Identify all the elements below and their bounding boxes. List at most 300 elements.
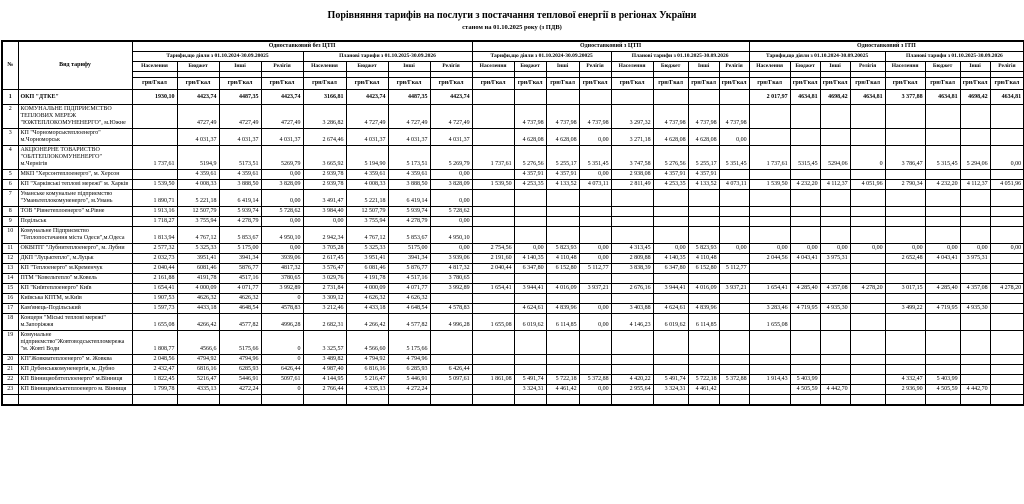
tariff-value-cell: 2 682,31 <box>303 314 346 331</box>
provider-name-cell: ТОВ "Рівнетеплоенерго" м.Рівне <box>18 207 132 217</box>
period-header: Планові тарифи з 01.10.2025-30.09.2026 <box>885 52 1024 62</box>
tariff-value-cell <box>790 217 820 227</box>
row-number-cell: 3 <box>2 129 18 146</box>
tariff-value-cell: 4 727,49 <box>430 105 472 129</box>
tariff-value-cell <box>885 274 925 284</box>
tariff-value-cell: 0 <box>261 355 303 365</box>
tariff-value-cell: 4 794,92 <box>346 355 388 365</box>
tariff-value-cell: 1930,10 <box>132 90 177 105</box>
tariff-value-cell: 4 628,08 <box>688 129 719 146</box>
tariff-value-cell <box>546 355 579 365</box>
tariff-value-cell: 0,00 <box>579 254 611 264</box>
tariff-value-cell: 4423,74 <box>430 90 472 105</box>
table-row <box>2 207 1024 217</box>
provider-name-cell: Подільськ <box>18 217 132 227</box>
tariff-value-cell <box>960 190 990 207</box>
tariff-value-cell: 0 <box>261 385 303 395</box>
tariff-value-cell: 5 853,67 <box>388 227 430 244</box>
tariff-value-cell <box>430 385 472 395</box>
tariff-value-cell <box>514 190 546 207</box>
tariff-value-cell: 3166,81 <box>303 90 346 105</box>
tariff-value-cell <box>177 395 219 406</box>
tariff-value-cell: 4 461,42 <box>688 385 719 395</box>
tariff-value-cell: 4 332,47 <box>885 375 925 385</box>
tariff-value-cell <box>653 355 688 365</box>
provider-name-cell: Комунальне підприємство"Жовтоводськтепломережа "м. Жовті Води <box>18 331 132 355</box>
tariff-value-cell: 4 112,37 <box>960 180 990 190</box>
tariff-value-cell: 1 654,41 <box>132 284 177 294</box>
row-number-cell: 16 <box>2 294 18 304</box>
tariff-value-cell: 4 357,08 <box>820 284 850 294</box>
tariff-value-cell: 3 491,47 <box>303 190 346 207</box>
tariff-value-cell: 4817,32 <box>261 264 303 274</box>
tariff-value-cell <box>472 395 514 406</box>
tariff-value-cell: 12 507,79 <box>346 207 388 217</box>
tariff-value-cell <box>546 207 579 217</box>
row-number-cell: 10 <box>2 227 18 244</box>
tariff-value-cell: 1 718,27 <box>132 217 177 227</box>
tariff-value-cell <box>925 105 960 129</box>
tariff-value-cell: 2 811,49 <box>611 180 653 190</box>
tariff-value-cell <box>611 227 653 244</box>
tariff-value-cell <box>749 129 790 146</box>
category-header: Релігія <box>850 62 885 72</box>
tariff-value-cell: 0,00 <box>579 244 611 254</box>
provider-name-cell: КП Дубенськкомуненергія, м. Дубно <box>18 365 132 375</box>
tariff-value-cell: 3 780,65 <box>430 274 472 284</box>
tariff-value-cell: 6 816,16 <box>346 365 388 375</box>
unit-header: грн/Гкал <box>749 78 790 90</box>
tariff-value-cell: 5194,9 <box>177 146 219 170</box>
tariff-value-cell: 1 539,50 <box>472 180 514 190</box>
tariff-value-cell: 2 017,97 <box>749 90 790 105</box>
tariff-value-cell: 4 505,59 <box>790 385 820 395</box>
tariff-value-cell: 4 191,78 <box>346 274 388 284</box>
tariff-value-cell <box>472 207 514 217</box>
tariff-value-cell: 4 624,61 <box>653 304 688 314</box>
unit-header: грн/Гкал <box>261 78 303 90</box>
tariff-value-cell <box>719 227 749 244</box>
tariff-value-cell: 5 097,61 <box>430 375 472 385</box>
tariff-value-cell: 4272,24 <box>219 385 261 395</box>
tariff-value-cell: 4626,32 <box>177 294 219 304</box>
tariff-value-cell <box>925 294 960 304</box>
tariff-value-cell: 4727,49 <box>177 105 219 129</box>
tariff-value-cell <box>579 274 611 284</box>
tariff-value-cell: 5175,00 <box>388 244 430 254</box>
tariff-value-cell <box>925 170 960 180</box>
row-number-cell: 19 <box>2 331 18 355</box>
tariff-value-cell: 4 626,32 <box>388 294 430 304</box>
category-header: Бюджет <box>790 62 820 72</box>
tariff-value-cell <box>960 355 990 365</box>
provider-name-cell: КП "Теплоенерго" м.Кременчук <box>18 264 132 274</box>
category-header: Інші <box>960 62 990 72</box>
tariff-value-cell: 5 491,74 <box>653 375 688 385</box>
provider-name-cell: ПТМ "Ковельтепло" м.Ковель <box>18 274 132 284</box>
tariff-value-cell <box>546 331 579 355</box>
tariff-value-cell: 1 799,78 <box>132 385 177 395</box>
tariff-value-cell: 4 442,70 <box>960 385 990 395</box>
tariff-value-cell: 5 112,77 <box>719 264 749 274</box>
tariff-value-cell: 4727,49 <box>219 105 261 129</box>
table-row <box>2 375 1024 385</box>
tariff-value-cell: 5 722,18 <box>546 375 579 385</box>
tariff-value-cell: 4578,83 <box>261 304 303 314</box>
category-header: Інші <box>546 62 579 72</box>
tariff-value-cell <box>885 227 925 244</box>
tariff-value-cell: 6081,46 <box>177 264 219 274</box>
tariff-type-column-header: Вид тарифу <box>18 41 132 90</box>
tariff-value-cell: 2 955,64 <box>611 385 653 395</box>
row-number-cell: 12 <box>2 254 18 264</box>
tariff-value-cell: 0,00 <box>261 190 303 207</box>
tariff-value-cell <box>611 274 653 284</box>
tariff-value-cell: 4191,78 <box>177 274 219 284</box>
tariff-value-cell: 5 221,18 <box>177 190 219 207</box>
tariff-value-cell: 4 051,96 <box>850 180 885 190</box>
tariff-value-cell: 4 043,41 <box>790 254 820 264</box>
tariff-value-cell: 4 767,12 <box>177 227 219 244</box>
tariff-value-cell: 4 031,37 <box>261 129 303 146</box>
tariff-value-cell: 4 461,42 <box>546 385 579 395</box>
provider-name-cell <box>18 395 132 406</box>
tariff-value-cell <box>514 217 546 227</box>
tariff-value-cell: 4 008,33 <box>177 180 219 190</box>
tariff-value-cell: 4 566,60 <box>346 331 388 355</box>
tariff-value-cell <box>749 274 790 284</box>
tariff-value-cell <box>925 129 960 146</box>
tariff-value-cell <box>790 331 820 355</box>
tariff-value-cell: 5 315,45 <box>925 146 960 170</box>
table-row <box>2 190 1024 207</box>
tariff-value-cell <box>820 395 850 406</box>
row-number-cell: 20 <box>2 355 18 365</box>
tariff-value-cell <box>820 274 850 284</box>
unit-header: грн/Гкал <box>790 78 820 90</box>
tariff-value-cell: 6 419,14 <box>219 190 261 207</box>
tariff-value-cell: 3 888,50 <box>388 180 430 190</box>
tariff-value-cell <box>749 264 790 274</box>
tariff-value-cell <box>472 365 514 375</box>
row-number-cell: 22 <box>2 375 18 385</box>
tariff-value-cell <box>925 264 960 274</box>
tariff-value-cell: 0 <box>261 294 303 304</box>
tariff-value-cell <box>579 294 611 304</box>
tariff-value-cell: 2 939,78 <box>303 170 346 180</box>
tariff-value-cell <box>990 207 1024 217</box>
tariff-value-cell: 4727,49 <box>261 105 303 129</box>
tariff-value-cell <box>925 395 960 406</box>
provider-name-cell: КП Вінницяоблтеплоенерго" м.Вінниця <box>18 375 132 385</box>
tariff-value-cell: 3 286,82 <box>303 105 346 129</box>
tariff-value-cell: 4 624,61 <box>514 304 546 314</box>
tariff-value-cell: 0,00 <box>261 170 303 180</box>
tariff-value-cell <box>885 264 925 274</box>
tariff-value-cell <box>688 331 719 355</box>
tariff-value-cell: 1 890,71 <box>132 190 177 207</box>
unit-header: грн/Гкал <box>388 78 430 90</box>
tariff-value-cell <box>885 331 925 355</box>
tariff-value-cell: 3 828,09 <box>430 180 472 190</box>
tariff-value-cell: 3 975,31 <box>960 254 990 264</box>
tariff-value-cell <box>790 314 820 331</box>
tariff-value-cell: 4 719,95 <box>925 304 960 314</box>
tariff-value-cell <box>885 217 925 227</box>
tariff-value-cell <box>579 227 611 244</box>
category-header: Населення <box>132 62 177 72</box>
tariff-value-cell <box>546 395 579 406</box>
tariff-value-cell: 4 253,35 <box>514 180 546 190</box>
tariff-value-cell <box>749 395 790 406</box>
tariff-value-cell: 4 031,37 <box>430 129 472 146</box>
tariff-value-cell: 4634,81 <box>990 90 1024 105</box>
tariff-value-cell: 4794,92 <box>177 355 219 365</box>
tariff-value-cell <box>990 294 1024 304</box>
tariff-value-cell <box>472 385 514 395</box>
tariff-value-cell: 4 626,32 <box>346 294 388 304</box>
provider-name-cell: Уманське комунальне підприємство "Уманьтеплокомуненерго", м.Умань <box>18 190 132 207</box>
tariff-value-cell: 1 913,16 <box>132 207 177 217</box>
tariff-value-cell: 2 040,44 <box>132 264 177 274</box>
tariff-value-cell <box>472 170 514 180</box>
tariff-value-cell: 5269,79 <box>261 146 303 170</box>
tariff-value-cell: 4 817,32 <box>430 264 472 274</box>
tariff-value-cell <box>790 264 820 274</box>
tariff-value-cell: 2 191,60 <box>472 254 514 264</box>
tariff-value-cell <box>546 90 579 105</box>
tariff-value-cell <box>472 331 514 355</box>
tariff-value-cell: 4 359,61 <box>346 170 388 180</box>
tariff-value-cell <box>850 385 885 395</box>
tariff-value-cell <box>579 190 611 207</box>
tariff-value-cell: 0,00 <box>261 244 303 254</box>
tariff-value-cell: 4 359,61 <box>388 170 430 180</box>
tariff-value-cell: 0,00 <box>925 244 960 254</box>
tariff-value-cell <box>611 355 653 365</box>
tariff-value-cell <box>749 331 790 355</box>
tariff-value-cell <box>885 170 925 180</box>
table-row <box>2 314 1024 331</box>
tariff-value-cell: 4 031,37 <box>346 129 388 146</box>
row-number-cell: 15 <box>2 284 18 294</box>
tariff-value-cell: 4 577,82 <box>388 314 430 331</box>
header-row-units <box>2 78 1024 90</box>
tariff-value-cell: 3 324,31 <box>653 385 688 395</box>
tariff-value-cell: 2 938,08 <box>611 170 653 180</box>
tariff-value-cell: 3 309,12 <box>303 294 346 304</box>
tariff-value-cell <box>885 190 925 207</box>
tariff-value-cell: 3 212,46 <box>303 304 346 314</box>
category-header: Релігія <box>430 62 472 72</box>
tariff-value-cell <box>719 314 749 331</box>
unit-header: грн/Гкал <box>719 78 749 90</box>
tariff-value-cell <box>611 294 653 304</box>
tariff-value-cell <box>850 314 885 331</box>
tariff-value-cell: 4266,42 <box>177 314 219 331</box>
tariff-value-cell: 2 617,45 <box>303 254 346 264</box>
tariff-value-cell: 5 173,51 <box>388 146 430 170</box>
tariff-value-cell <box>579 217 611 227</box>
tariff-value-cell: 4 266,42 <box>346 314 388 331</box>
tariff-value-cell: 3941,34 <box>219 254 261 264</box>
tariff-value-cell: 1 861,08 <box>472 375 514 385</box>
tariff-value-cell: 4 357,91 <box>546 170 579 180</box>
tariff-value-cell: 3 403,88 <box>611 304 653 314</box>
tariff-value-cell: 3951,41 <box>177 254 219 264</box>
tariff-value-cell: 0,00 <box>430 217 472 227</box>
category-header: Населення <box>472 62 514 72</box>
tariff-value-cell <box>990 331 1024 355</box>
tariff-value-cell: 0,00 <box>430 170 472 180</box>
tariff-value-cell <box>960 365 990 375</box>
tariff-value-cell: 3 951,41 <box>346 254 388 264</box>
tariff-value-cell: 0,00 <box>430 190 472 207</box>
tariff-value-cell: 4 110,48 <box>688 254 719 264</box>
tariff-value-cell: 1 655,08 <box>132 314 177 331</box>
tariff-value-cell: 4 278,20 <box>850 284 885 294</box>
page-title: Порівняння тарифів на послуги з постачання теплової енергії в регіонах України <box>327 10 697 21</box>
tariff-value-cell: 6 426,44 <box>430 365 472 375</box>
tariff-value-cell <box>960 129 990 146</box>
tariff-value-cell: 4 935,30 <box>820 304 850 314</box>
tariff-value-cell: 6 285,93 <box>388 365 430 375</box>
tariff-value-cell <box>820 227 850 244</box>
provider-name-cell: ОКП "ДТКЕ" <box>18 90 132 105</box>
tariff-value-cell <box>850 170 885 180</box>
tariff-value-cell <box>960 264 990 274</box>
tariff-value-cell: 5 372,88 <box>719 375 749 385</box>
tariff-value-cell: 5 255,17 <box>546 146 579 170</box>
tariff-value-cell <box>719 190 749 207</box>
tariff-table <box>1 40 1024 406</box>
tariff-value-cell: 6 419,14 <box>388 190 430 207</box>
unit-header: грн/Гкал <box>346 78 388 90</box>
category-header: Релігія <box>990 62 1024 72</box>
tariff-value-cell <box>472 129 514 146</box>
provider-name-cell: ОКВПТГ "Лубнитеплоенерго", м. Лубни <box>18 244 132 254</box>
tariff-value-cell: 5 728,62 <box>430 207 472 217</box>
tariff-value-cell: 0,00 <box>960 244 990 254</box>
category-header: Релігія <box>719 62 749 72</box>
tariff-value-cell <box>960 227 990 244</box>
provider-name-cell: КОМУНАЛЬНЕ ПІДПРИЄМСТВО ТЕПЛОВИХ МЕРЕЖ "ЮЖТЕПЛОКОМУНЕНЕРГО", м.Южне <box>18 105 132 129</box>
tariff-value-cell: 2 942,34 <box>303 227 346 244</box>
row-number-cell: 2 <box>2 105 18 129</box>
tariff-value-cell <box>579 90 611 105</box>
tariff-value-cell: 0,00 <box>790 244 820 254</box>
tariff-value-cell <box>925 274 960 284</box>
row-number-cell <box>2 395 18 406</box>
tariff-value-cell: 3 786,47 <box>885 146 925 170</box>
provider-name-cell: Концерн "Міські теплові мережі" м.Запоріжжя <box>18 314 132 331</box>
tariff-value-cell: 2 040,44 <box>472 264 514 274</box>
table-row <box>2 385 1024 395</box>
tariff-value-cell: 4 232,20 <box>925 180 960 190</box>
tariff-value-cell: 4 737,98 <box>719 105 749 129</box>
tariff-value-cell: 5216,47 <box>177 375 219 385</box>
tariff-value-cell <box>611 190 653 207</box>
row-number-cell: 4 <box>2 146 18 170</box>
tariff-value-cell: 1 737,61 <box>472 146 514 170</box>
tariff-value-cell: 2 652,48 <box>885 254 925 264</box>
tariff-value-cell <box>719 365 749 375</box>
tariff-value-cell: 4 433,18 <box>346 304 388 314</box>
tariff-value-cell: 5876,77 <box>219 264 261 274</box>
tariff-value-cell: 4 278,79 <box>388 217 430 227</box>
header-row-periods <box>2 52 1024 62</box>
tariff-value-cell <box>790 365 820 375</box>
tariff-value-cell <box>653 294 688 304</box>
unit-header: грн/Гкал <box>611 78 653 90</box>
category-header: Бюджет <box>346 62 388 72</box>
tariff-value-cell <box>688 190 719 207</box>
tariff-value-cell <box>132 395 177 406</box>
tariff-value-cell: 3 017,15 <box>885 284 925 294</box>
tariff-value-cell <box>925 355 960 365</box>
tariff-value-cell <box>514 294 546 304</box>
tariff-value-cell <box>514 395 546 406</box>
tariff-value-cell: 1 539,50 <box>749 180 790 190</box>
unit-header: грн/Гкал <box>688 78 719 90</box>
table-row <box>2 129 1024 146</box>
tariff-value-cell: 2 936,90 <box>885 385 925 395</box>
table-row <box>2 90 1024 105</box>
tariff-value-cell: 2 731,84 <box>303 284 346 294</box>
tariff-value-cell <box>960 217 990 227</box>
tariff-value-cell: 5 853,67 <box>219 227 261 244</box>
tariff-value-cell: 4 272,24 <box>388 385 430 395</box>
tariff-value-cell <box>850 254 885 264</box>
tariff-value-cell: 2 032,73 <box>132 254 177 264</box>
page-subtitle: станом на 01.10.2025 року (з ПДВ) <box>462 24 562 31</box>
tariff-value-cell: 4 737,98 <box>653 105 688 129</box>
tariff-value-cell <box>850 217 885 227</box>
tariff-value-cell <box>749 294 790 304</box>
tariff-value-cell: 5 491,74 <box>514 375 546 385</box>
tariff-value-cell: 5 276,56 <box>653 146 688 170</box>
tariff-value-cell: 4423,74 <box>346 90 388 105</box>
tariff-value-cell: 4996,28 <box>261 314 303 331</box>
tariff-value-cell <box>688 294 719 304</box>
tariff-value-cell <box>749 217 790 227</box>
tariff-value-cell <box>925 217 960 227</box>
tariff-value-cell <box>472 90 514 105</box>
tariff-value-cell <box>472 355 514 365</box>
tariff-value-cell: 1 813,94 <box>132 227 177 244</box>
tariff-value-cell: 3 828,09 <box>261 180 303 190</box>
tariff-value-cell <box>820 105 850 129</box>
tariff-value-cell: 4 031,37 <box>177 129 219 146</box>
tariff-value-cell <box>719 217 749 227</box>
row-number-cell: 21 <box>2 365 18 375</box>
tariff-value-cell: 4 016,09 <box>688 284 719 294</box>
tariff-value-cell: 3 377,88 <box>885 90 925 105</box>
tariff-value-cell <box>719 274 749 284</box>
tariff-value-cell: 4 110,48 <box>546 254 579 264</box>
tariff-value-cell: 4 737,98 <box>579 105 611 129</box>
tariff-value-cell <box>885 129 925 146</box>
row-number-cell: 9 <box>2 217 18 227</box>
table-row <box>2 217 1024 227</box>
tariff-value-cell: 5 216,47 <box>346 375 388 385</box>
tariff-value-cell: 6 114,85 <box>688 314 719 331</box>
tariff-value-cell <box>688 227 719 244</box>
tariff-value-cell: 0,00 <box>749 244 790 254</box>
tariff-value-cell: 0,00 <box>653 244 688 254</box>
tariff-value-cell <box>688 207 719 217</box>
unit-header: грн/Гкал <box>219 78 261 90</box>
